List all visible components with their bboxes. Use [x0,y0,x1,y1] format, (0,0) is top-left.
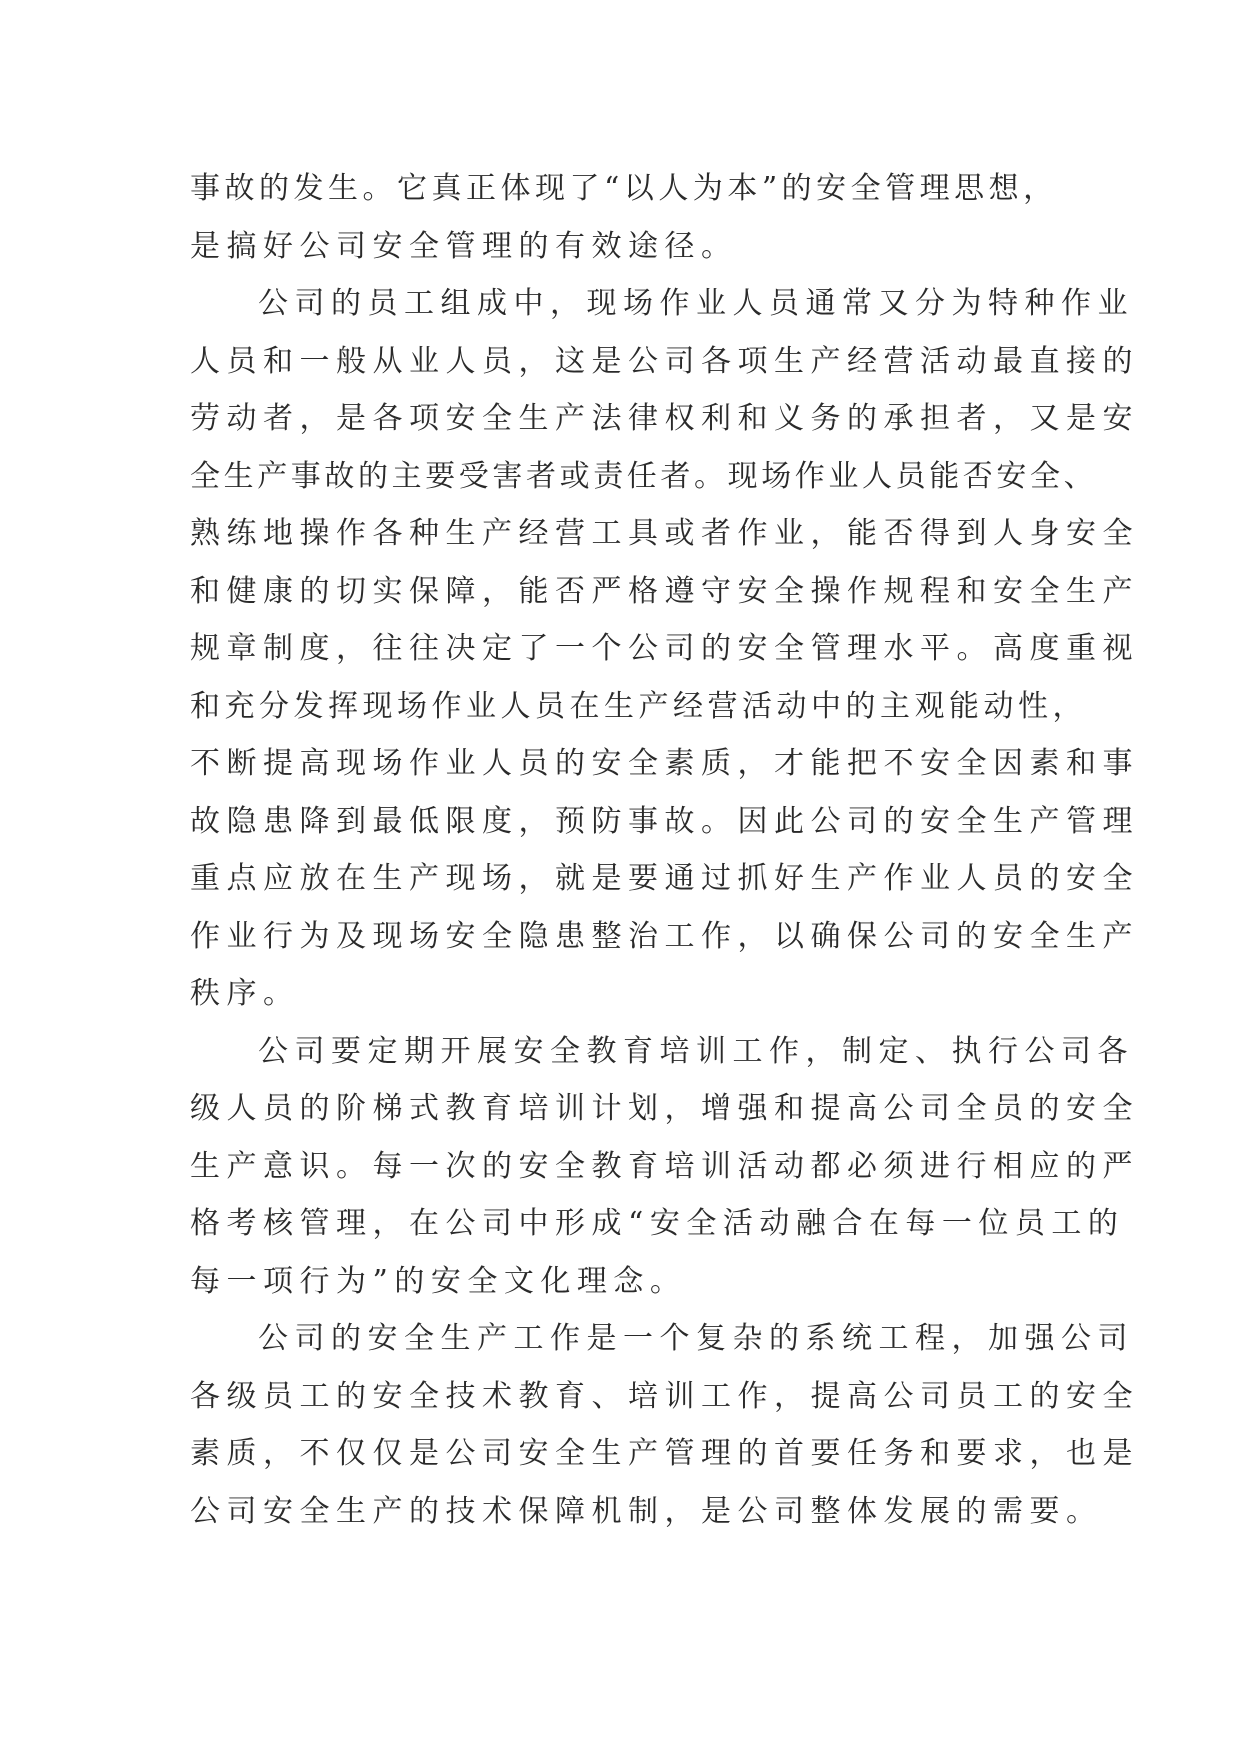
text-line: 是搞好公司安全管理的有效途径。 [190,228,738,264]
text-line: 全生产事故的主要受害者或责任者。现场作业人员能否安全、 [190,458,1098,494]
text-line: 作业行为及现场安全隐患整治工作，以确保公司的安全生产 [190,918,1139,954]
text-line: 规章制度，往往决定了一个公司的安全管理水平。高度重视 [190,631,1139,666]
text-line: 和健康的切实保障，能否严格遵守安全操作规程和安全生产 [190,573,1139,609]
text-line: 每一项行为”的安全文化理念。 [190,1263,687,1299]
text-line: 事故的发生。它真正体现了“以人为本”的安全管理思想， [190,171,1058,206]
text-line: 人员和一般从业人员，这是公司各项生产经营活动最直接的 [190,343,1139,379]
paragraph [190,275,1139,1023]
text-line: 公司安全生产的技术保障机制，是公司整体发展的需要。 [190,1493,1103,1529]
text-line: 不断提高现场作业人员的安全素质，才能把不安全因素和事 [190,746,1139,781]
text-line: 故隐患降到最低限度，预防事故。因此公司的安全生产管理 [190,803,1139,839]
text-line: 格考核管理，在公司中形成“安全活动融合在每一位员工的 [190,1206,1125,1241]
text-line: 公司的员工组成中，现场作业人员通常又分为特种作业 [258,286,1134,321]
paragraph [190,1023,1139,1311]
text-line: 公司要定期开展安全教育培训工作，制定、执行公司各 [258,1033,1134,1069]
text-line: 和充分发挥现场作业人员在生产经营活动中的主观能动性， [190,688,1087,724]
text-line: 各级员工的安全技术教育、培训工作，提高公司员工的安全 [190,1378,1139,1414]
text-line: 熟练地操作各种生产经营工具或者作业，能否得到人身安全 [190,516,1139,551]
paragraph [190,1310,1139,1540]
document-page [190,160,1139,1540]
text-line: 公司的安全生产工作是一个复杂的系统工程，加强公司 [258,1321,1134,1356]
text-line: 重点应放在生产现场，就是要通过抓好生产作业人员的安全 [190,861,1139,896]
text-line: 劳动者，是各项安全生产法律权利和义务的承担者，又是安 [190,401,1139,436]
text-line: 级人员的阶梯式教育培训计划，增强和提高公司全员的安全 [190,1091,1139,1126]
paragraph [190,160,1058,275]
text-line: 生产意识。每一次的安全教育培训活动都必须进行相应的严 [190,1148,1139,1184]
text-line: 素质，不仅仅是公司安全生产管理的首要任务和要求，也是 [190,1436,1139,1471]
text-line: 秩序。 [190,976,300,1011]
